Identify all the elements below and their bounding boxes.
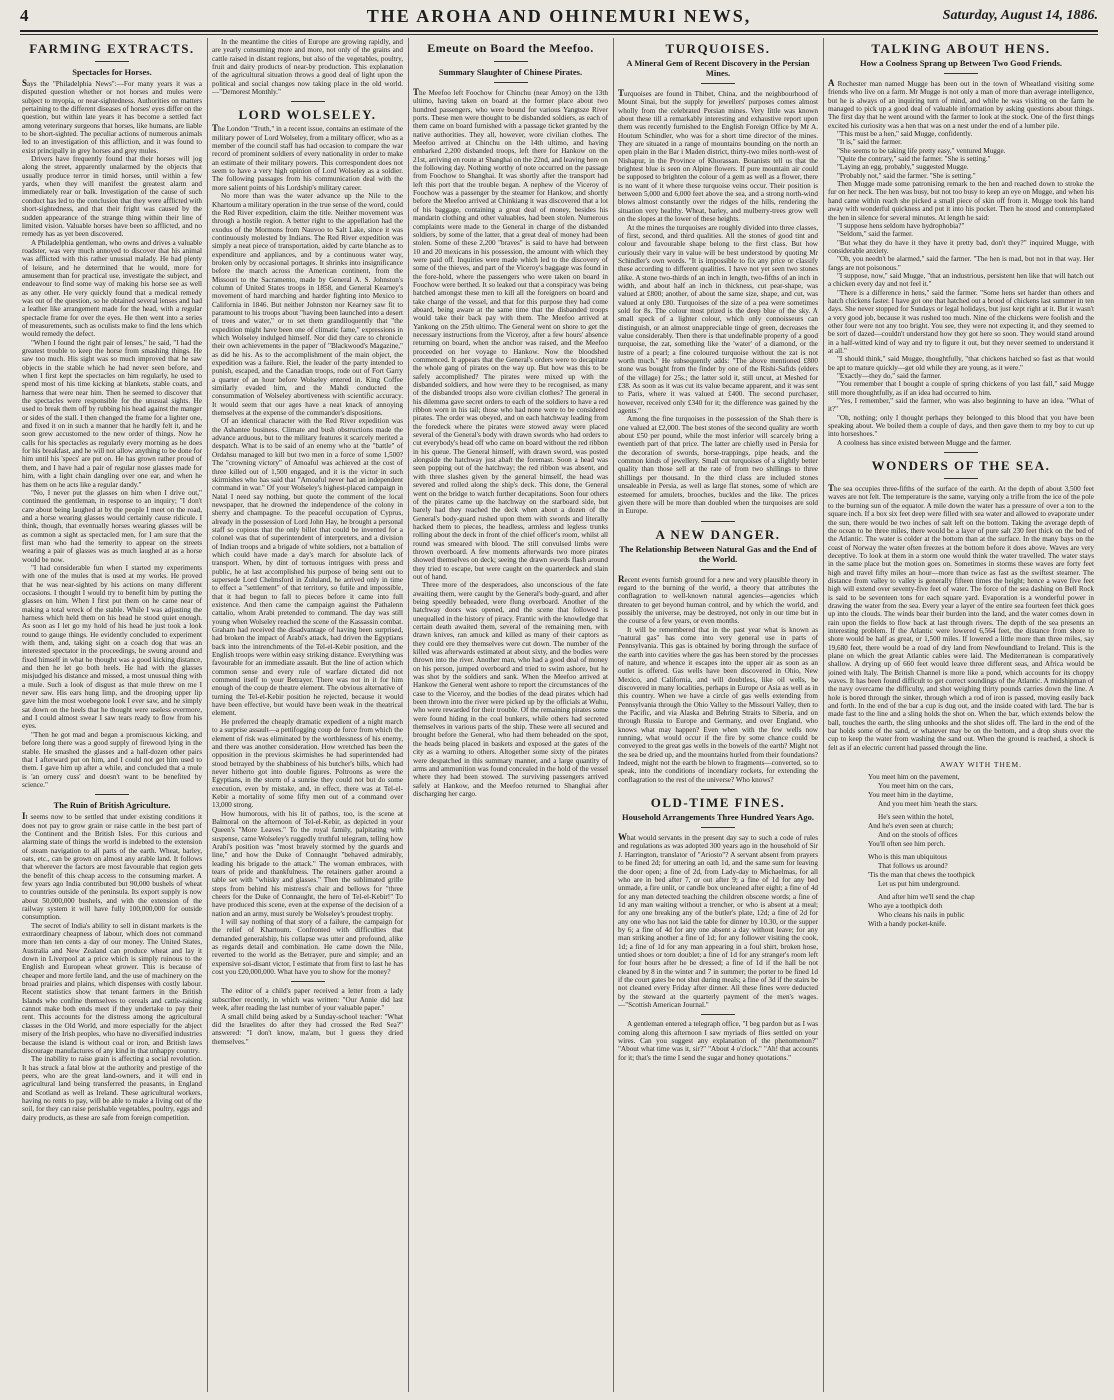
paragraph: "Probably not," said the farmer. "She is setting."	[837, 171, 976, 180]
divider	[494, 82, 528, 83]
header-rule-thin	[20, 34, 1098, 35]
paragraph: The secret of India's ability to sell in distant markets is the extraordinary cheapness of labour, which does not command more than ten cents a day of our money. The United States, Australia and New Zealand can produce wheat and lay it down in Liverpool at a price which is simply ruinous to the English and European wheat grower. This is because of cheaper and more fertile land, and the use of machinery on the broad prairies and plains, which dispenses with costly labour. Recent statistics show that tenant farmers in the British Islands who confine themselves to cereals and cattle-raising cannot make both ends meet if they undertake to pay their rent. This accounts for the distress among the agricultural classes in the Old World, and more especially for the abject misery of the Irish peoples, who have no diversified industries because the island is without coal or iron, and British laws discourage manufactures of any kind in that unhappy country.	[22, 921, 202, 1055]
column-4	[618, 38, 818, 1394]
poem-line: Who is this man ubiquitous	[868, 853, 948, 862]
paragraph: "Seldom," said the farmer.	[837, 230, 913, 239]
poem	[828, 760, 1094, 929]
article-title-wonders-of-the-sea: WONDERS OF THE SEA.	[871, 458, 1051, 474]
poem-line: And you meet him 'neath the stars.	[878, 800, 978, 809]
article-title-ruin-of-british-agriculture: The Ruin of British Agriculture.	[53, 800, 171, 811]
article-body	[618, 833, 818, 1009]
paragraph: "Laying an egg, probably," suggested Mugge.	[837, 163, 969, 172]
article-body	[828, 484, 1094, 752]
paragraph: It seems now to be settled that under existing conditions it does not pay to grow grain or raise cattle in the best part of the Continent and the British Isles. For this curious and alarming state of things the world is indebted to the extension of steam navigation to all parts of the earth. Wheat, barley, oats, etc., can be grown on almost any arable land. It follows that wherever the factors are most favourable that region gets the benefit of this cheap access to the consuming market. A few years ago India contributed but 90,000 bushels of wheat to countries outside of the peninsula. Its export supply is now about 50,000,000 bushels, and with the extension of the railway system it will have fully 100,000,000 for outside consumption.	[22, 811, 202, 922]
poem-line: And on the stools of offices	[878, 831, 958, 840]
article-subtitle: How a Coolness Sprang up Between Two Good Friends.	[859, 58, 1063, 68]
poem-line: You meet him on the cars,	[878, 782, 954, 791]
paragraph: Recent events furnish ground for a new and very plausible theory in regard to the burning of the world, a theory that attributes the conflagration to well-known natural agencies—agencies which threaten to get beyond human control, and by which the world, and possibly the universe, may be destroyed, not only in our time but in the course of a few years, or even months.	[618, 573, 818, 626]
article-body-continued	[212, 38, 403, 96]
paragraph: "I suppose, now," said Mugge, "that an industrious, persistent hen like that will hatch out a chicken every day and not feel it."	[828, 271, 1094, 289]
paragraph: The Meefoo left Foochow for Chinchu (near Amoy) on the 13th ultimo, having taken on board at the former place about two hundred passengers, who were bound for various Yangtsze River ports. These men were thought to be disbanded soldiers, as each of them came on board furnished with a passage ticket granted by the native authorities. They all, however, wore civilian clothes. The Meefoo arrived at Chinchu on the 14th ultimo, and having embarked 2,200 disbanded troops, left there for Hankow on the 21st, arriving en route at Shanghai on the 22nd, and leaving here on the following day. Nothing worthy of note occurred on the passage from Foochow to Shanghai. It was shortly after the transport had left this port that the trouble began. A nephew of the Viceroy of Foochow was a passenger by the steamer for Hankow, and shortly before the Meefoo arrived at Chinkiang it was discovered that a lot of his baggage, containing a great deal of money, besides his mandarin clothing and other valuables, had been stolen. Numerous complaints were made to the General in charge of the disbanded soldiers, by some of the latter, that a great deal of money had been stolen. Some of these 2,200 "braves" is said to have had between 10 and 20 mexicans in his possession, the amount with which they were paid off. Inquiries were made which led to the discovery of some of the thieves, and part of the Viceroy's baggage was found in the fore-hold, where the passengers who were taken on board in Foochow were berthed. It so leaked out that a conspiracy was being hatched amongst these men to kill all the foreigners on board and take charge of the vessel, and that for this purpose they had come aboard, being aware at the same time that the disbanded troops would take their back pay with them. The Meefoo arrived at Yankong on the 25th ultimo. The General went on shore to get the necessary instructions from the Viceroy, after a few hours' absence returning on board, when the anchor was raised, and the Meefoo proceeded on her voyage to Hankow. Now the bloodshed commenced. It appears that the General's orders were to decapitate the whole gang of pirates on the way up. But how was this to be safely accomplished? The pirates were mixed up with the disbanded soldiers, and how were they to be recognised, as many of the disbanded troops also wore civilian clothes? The general in his dilemma gave secret orders to each of the soldiers to have a red ribbon worn in his tail; those who had none were to be considered pirates. The order was obeyed, and on each hatchway leading from the foredeck where the pirates were stowed away were placed several of the General's body with drawn swords who had orders to cut everybody's head off who came on board without the red ribbon in his queue. The General himself, with drawn sword, was posted alongside the hatchway just abaft the foremast. Soon a head was seen popping out of the hatchway; the red ribbon was absent, and with three slashes given by the general himself, the head was severed and rolled along the ship's deck. This done, the General went on the bridge to watch further decapitations. Soon four others of the pirates came up the hatchway on the starboard side, but barely had they reached the deck when about a dozen of the General's body-guard rushed upon them with swords and literally hacked them to pieces, the headless, armless and legless trunks rolling about the deck in front of the chief officer's room, whilst all round was smeared with blood. The still convulsed limbs were thrown overboard. A few moments afterwards two more pirates showed themselves on deck; seeing the drawn swords flash around they tried to escape, but were caught on the quarterdeck and slain out of hand.	[413, 87, 608, 581]
poem-line: Let us put him underground.	[878, 880, 960, 889]
article-subtitle: A Mineral Gem of Recent Discovery in the Persian Mines.	[626, 58, 810, 78]
paragraph: It will be remembered that in the past year what is known as "natural gas" has come into very general use in parts of Pennsylvania. This gas is obtained by boring through the surface of the earth into cavities where the gas has been stored by the processes of nature, and whence it escapes into the upper air as soon as an outlet is offered. Gas wells have been discovered in Ohio, New Mexico, and California, and will doubtless, like oil wells, be discovered in many localities, perhaps in Europe or Asia as well as in this country. When we have a circle of gas wells extending from Pennsylvania through the Ohio Valley to the Missouri Valley, then to the Pacific, and via Alaska and Behring Straits to Siberia, and on through Russia to Europe and Germany, and over England, who knows what may happen? Even when with the few wells now running, what would occur if the fire by some chance could be conveyed to the great gas wells in the bowels of the earth? Might not the sea be dried up, and the mountains hurled from their foundations? Indeed, might not the earth be blown to fragments—converted, so to speak, into the conditions of incendiary rockets, for extending the conflagration to the rest of the universe? Who knows?	[618, 625, 818, 784]
article-title-turquoises: TURQUOISES.	[665, 41, 771, 56]
paragraph: Of an identical character with the Red River expedition was the Ashantee business. Climate and bush obstructions made the advance arduous, but to the military features it scarcely merited a despatch. What is to be said of an enemy who at the "battle" of Ordahsu managed to kill but two men in a force of some 1,500? The "crowning victory" of Amoaful was achieved at the cost of three killed out of 1,500 engaged, and it is the victor in such skirmishes who has said that "Amoaful never had an independent command in war." Of your Wolseley's highest-placed campaign in Natal I need say nothing, but quote the comment of the local newspaper, that he drowned the independence of the colony in sherry and champagne. To the peaceful occupation of Cyprus, already in the possession of Lord John Hay, he brought a personal staff so copious that the only billet that could be invented for a colonel was that of superintendent of interpreters, and a division of Indian troops and a brigade of white soldiers, not a battalion of which could have made a day's march for absolute lack of transport. When, by dint of tortuous intrigues with press and public, he at last accomplished his purpose of being sent out to supersede Lord Chelmsford in Zululand, he arrived only in time to effect a "settlement" of that territory, so futile and impossible, that it had begun to fall to pieces before it came into full existence. And then came the campaign against the Pathalenn cattalio, whom Arabi pretended to command. The day was still young when Wolseley reached the scene of the Kassassin combat. Graham had received the disadvantage of having been surprised, had broken the impact of Arabi's attack, had driven the Egyptians back into the intrenchments of the Tel-el-Kebir position, and the English troops were within easy striking distance. Everything was favourable for an immediate assault. But the line of action which common sense and every rule of warfare dictated did not commend itself to your Betrayer. There was not in it for him enough of the coup de theatre element. The obvious alternative of turning the Tel-el-Kebir position he rejected, because it would have been effective, but would have been weak in the theatrical element.	[212, 417, 403, 718]
paragraph: "Oh, you needn't be alarmed," said the farmer. "The hen is mad, but not in that way. Her fangs are not poisonous."	[828, 255, 1094, 272]
poem-line: 'Tis the man that chews the toothpick	[868, 871, 975, 880]
column-5	[828, 38, 1094, 1394]
poem-line: That follows us around?	[878, 862, 948, 871]
divider	[701, 569, 735, 570]
paragraph: The London "Truth," in a recent issue, contains an estimate of the military power of Lord Wolseley, from a military officer, who as a member of the council staff has had occasion to compare the war record of prominent soldiers of every nationality in order to make an estimate of their military powers. This correspondent does not seem to have a very high opinion of Lord Wolseley as a soldier. The following passages from his communication deal with the more salient points of his Lordship's military career.	[212, 123, 403, 192]
poem-line: Who cleans his nails in public	[878, 911, 965, 920]
paragraph: "No, I never put the glasses on him when I drive out," continued the gentleman, in response to an inquiry; "I don't care about being laughed at by the people I meet on the road, and a horse wearing glasses would certainly cause ridicule. I think, though, that eventually horses wearing glasses will be as common a sight as spectacled men, for I am sure that the first man who had the temerity to appear on the streets wearing a pair of glasses was as much laughed at as a horse would be now.	[22, 488, 202, 564]
article-body	[618, 89, 818, 516]
paragraph: "There is a difference in hens," said the farmer. "Some hens set harder than others and hatch chickens faster. I have got one that hatched out a brood of chickens last summer in ten days. She never stopped for Sundays or legal holidays, but just kept right at it. But it wasn't a very good job, because it was rushed too much. Nine of the chickens were foolish and the other four were not any too bright. You see, they were not expecting it, and they seemed to be sort of dazed—couldn't understand how they got here so soon. They would stand around in a half-witted kind of way and try to figure it out, but they never seemed to understand it at all."	[828, 288, 1094, 355]
paragraph: The sea occupies three-fifths of the surface of the earth. At the depth of about 3,500 feet waves are not felt. The temperature is the same, varying only a trifle from the ice of the pole to the burning sun of the equator. A mile down the water has a pressure of over a ton to the square inch. If a box six feet deep were filled with sea water and allowed to evaporate under the sun, there would be two inches of salt left on the bottom. Taking the average depth of the ocean to be three miles, there would be a layer of pure salt 230 feet thick on the bed of the Atlantic. The water is colder at the bottom than at the surface. In the many bays on the coast of Norway the water often freezes at the bottom before it does above. Waves are very deceptive. To look at them in a storm one would think the water travelled. The water stays in the same place but the motion goes on. Sometimes in storms these waves are forty feet high and travel fifty miles an hour—more than twice as fast as the swiftest steamer. The distance from valley to valley is generally fifteen times the height; hence a wave five feet high will extend over seventy-five feet of water. The force of the sea dashing on Bell Rock is said to be seventeen tons for each square yard. Evaporation is a wonderful power in drawing the water from the sea. Every year a layer of the entire sea fourteen feet thick goes up into the clouds. The winds bear their burden into the land, and the water comes down in rain upon the fields to flow back at last through rivers. The depth of the sea presents an interesting problem. If the Atlantic were lowered 6,564 feet, the distance from shore to shore would be half as great, or 1,500 miles. If lowered a little more than three miles, say 19,680 feet, there would be a road of dry land from Newfoundland to Ireland. This is the plane on which the great Atlantic cables were laid. The Mediterranean is comparatively shallow. A drying up of 660 feet would leave three different seas, and Africa would be joined with Italy. The British Channel is more like a pond, which accounts for its choppy waves. It has been found difficult to get correct soundings of the Atlantic. A midshipman of the navy overcame the difficulty, and shot weighing thirty pounds carries down the line. A hole is bored through the sinker, through which a rod of iron is passed, moving easily back and forth. In the end of the bar a cup is dug out, and the inside coated with lard. The bar is made fast to the line and a sling holds the shot on. When the bar, which extends below the ball, touches the earth, the sling unhooks and the shot slides off. The lard in the end of the bar holds some of the sand, or whatever may be on the bottom, and a drop shuts over the cup to keep the water from washing the sand out. When the ground is reached, a shock is felt as if an electric current had passed through the line.	[828, 483, 1094, 752]
paragraph: At the mines the turquoises are roughly divided into three classes, of first, second, and third qualities. All the stones of good tint and colour and favourable shape belong to the first class. But how curiously their vary in value will be best understood by quoting Mr Schindler's own words. "It is impossible to fix any price or classify these according to different qualities. I have not yet seen two stones alike. A stone two-thirds of an inch in length, two-fifths of an inch in width, and about half an inch in thickness, cut pear-shape, was valued at £800; another, of about the same size, shape, and cut, was valued at only £80. Turquoises of the size of a pea were sometimes sold for 8s. The colour most prized is the deep blue of the sky. A small speck of a lighter colour, which only connoisseurs can distinguish, or an almost unappreciable tinge of green, decreases the value considerably. Then there is that undefinable property of a good turquoise, the zat, something like the 'water' of a diamond, or the lustre of a pearl; a fine coloured turquoise without the zat is not worth much." He subsequently adds: "The above mentioned £800 stone was bought from the finder by one of the Rishi-Safids (elders of the village) for 25s.; the latter sold it, still uncut, at Meshed for £38. As soon as it was cut its value became apparent, and it was sent to Paris, where it was valued at £400. The second purchaser, however, received only £340 for it; the difference was gained by the agents."	[618, 223, 818, 416]
paper-title: THE AROHA AND OHINEMURI NEWS,	[366, 6, 752, 26]
article-title-old-time-fines: OLD-TIME FINES.	[650, 795, 786, 811]
divider	[701, 1014, 735, 1015]
paragraph: "Then he got mad and began a promiscuous kicking, and before long there was a good supply of firewood lying in the stable. He smashed the glasses and a half-dozen other pairs that I afterward put on him, and I could not get him used to them. I gave him up after a while, and concluded that a mule is 'an ornery cuss' and doesn't want to be benefited by science."	[22, 730, 202, 789]
paragraph: "You remember that I bought a couple of spring chickens of you last fall," said Mugge still more thoughtfully, as if an idea had occurred to him.	[828, 380, 1094, 397]
divider	[701, 521, 735, 522]
paragraph: "But what they do have it they have it pretty bad, don't they?" inquired Mugge, with considerable anxiety.	[828, 238, 1094, 255]
poem-line: And after him we'll send the chap	[878, 893, 975, 902]
column-separator	[613, 38, 614, 1392]
article-body	[22, 812, 202, 1122]
divider	[95, 61, 129, 62]
paragraph: "When I found the right pair of lenses," he said, "I had the greatest trouble to keep the horse from smashing things. He saw too much. His sight was so much improved that he saw objects in the stable which he had never seen before, and when I first kept the spectacles on him regularly, he used to spend most of his time kicking at blankets, stable coats, and harness that were near him. Then he seemed to discover that the spectacles were responsible for the unusual sights. He used to break them off by rubbing his head against the manger or sides of the stall. I then changed the frame for a lighter one, and fixed it on in such a manner that he hardly felt it, and he soon grew accustomed to the new order of things. Now he calls for his spectacles as regularly every morning as he does for his breakfast, and he will not allow anything to be done for him until his 'specs' are put on. He has grown rather proud of them, and I have had a pair of regular nose glasses made for him, with a light chain dangling over one ear, and when he has them on he acts like a regular dandy."	[22, 338, 202, 489]
divider	[95, 794, 129, 795]
article-subtitle: The Relationship Between Natural Gas and the End of the World.	[619, 543, 817, 564]
divider	[944, 452, 978, 453]
column-3	[413, 38, 608, 1394]
divider	[944, 73, 978, 74]
article-title-emeute-meefoo: Emeute on Board the Meefoo.	[427, 41, 594, 55]
paragraph: Says the "Philadelphia News":—For many years it was a disputed question whether or not horses and mules were subject to myopia, or near-sightedness. Authorities on matters pertaining to the different diseases of horses' eyes differ on the question, but within late years it has become a settled fact among veterinary surgeons that horses, like humans, are liable to be short-sighted. The peculiar actions of numerous animals led to an investigation of this affliction, and it was found to exist principally in grey horses and grey mules.	[22, 78, 202, 155]
page-header	[20, 4, 1098, 30]
paragraph: Turquoises are found in Thibet, China, and the neighbourhood of Mount Sinai, but the supply for jewellers' purposes comes almost wholly from the celebrated Persian mines. Very little was known about these till a remarkably interesting and exhaustive report upon them was recently furnished to the English Foreign Office by Mr A. Houtum Schindler, who was for a short time director of the mines. They are situated in a range of mountains bounding on the north an open plain in the Bar i Maden district, thirty-two miles north-west of Nishapur, in the Province of Khorassan. Botanists tell us that the brightest blue is seen on Alpine flowers. If pure mountain air could be supposed to brighten the colour of a gem as well as a flower, there is no want of it where these turquoise veins occur. Their position is between 5,000 and 6,000 feet above the sea, and a strong north-wind blows almost constantly over the ridges of the hills, rendering the situation very healthy. Wheat, barley, and mulberry-trees grow well on the slopes at the lower of these heights.	[618, 88, 818, 224]
anecdotes	[618, 1020, 818, 1062]
paragraph: He preferred the cheaply dramatic expedient of a night march to a surprise assault—a pettifogging coup de force from which the element of risk was eliminated by the worthlessness of his enemy, and there was another consideration. How wretched has been the opposition in the previous skirmishes he had superintended had stood betrayed by the shabbiness of his butcher's bills, which had never hitherto got into double figures. Poltroons as were the Egyptians, in the storm of a sunrise they could not but do some execution, even by mistake, and, in effect, there was at Tel-el-Kebir a mortality of some fifty men out of a command over 13,000 strong.	[212, 717, 403, 810]
paragraph: "It is," said the farmer.	[837, 138, 902, 147]
article-title-spectacles-for-horses: Spectacles for Horses.	[72, 67, 152, 77]
paragraph: Drivers have frequently found that their horses will jog along the street, apparently unalarmed by the objects that usually produce terror in timid horses, until within a few yards, when they will manifest the greatest alarm and immediately rear or balk. Investigation of the cause of such conduct has led to the conclusion that they were afflicted with short-sightedness, and that their fright was caused by the sudden appearance of the strange thing within their line of limited vision. Valuable horses have been so afflicted, and no remedy has as yet been discovered.	[22, 155, 202, 239]
paragraph: "I had considerable fun when I started my experiments with one of the mules that is used at my works. He proved that he was near-sighted by his actions on many different occasions. I thought I would try to benefit him by putting the glasses on him. When I first put them on he came near of making a total wreck of the stable. While I was adjusting the harness which held them on his head he stood quiet enough. As soon as I let go my hold of his head he just took a look round to gauge things. He evidently concluded to experiment with them, and, taking sight on a coach dog that was an interested spectator in the proceedings, he swung around and fixed himself in what he thought was a good kicking distance, and then he let go both heels. He had with the glasses misjudged his distance and missed, a most unusual thing with a mule. Such a look of disgust as that mule threw on me I never saw. His ears hung limp, and the drooping upper lip gave him the most woebegone look I ever saw, and he simply sat down on the heels that he thought were useless evermore, and I could almost swear I saw tears ready to flow from his eyes.	[22, 563, 202, 731]
paragraph: "Exactly—they do," said the farmer.	[837, 372, 942, 381]
section-title-farming-extracts: FARMING EXTRACTS.	[29, 41, 195, 56]
column-separator	[823, 38, 824, 1392]
poem-line: Who aye a toothpick doth	[868, 902, 943, 911]
paragraph: No more than was the water advance up the Nile to the Khartoum a military operation in the true sense of the word, could the Red River expedition, claim the title. Neither movement was through a hostile region. A better right to the appellation had the exodus of the Mormons from Nauvoo to Salt Lake, since it was continuously molested by Indians. The Red River expedition was simply a neat piece of transportation, aided by carte blanche as to expenditure and appliances, and by a continuous water way, broken only by occasional portages. It shrinks into insignificance before the march across the American continent, from the Missouri to the Sacramento, made by General A. S. Johnston's column of United States troops in 1858, and General Kearney's movement of hard marching and harder fighting into Mexico to California in 1846. But neither Johnston nor Kearney saw fit to paramount to his troops about "having been launched into a desert of trees and water," or to set them grandiloquently that "the expedition might have been one of climatic fame," expressions in which Wolseley indulged himself. Nor did they care to chronicle their own achievements in the paper of "Blackwood's Magazine," as did he his. As to the accomplishment of the main object, the expedition was a failure. Riel, the leader of the party intended to punish, escaped, and the Canadian troops, rode out of Fort Garry a quarter of an hour before Wolseley entered in. King Coffee similarly evaded him, and the Mahdi conducted the consummation of Wolseley abortiveness with scientific accuracy. It would seem that our ages have a neat knack of annoying themselves at the expense of the commander's dispositions.	[212, 192, 403, 418]
paragraph: In the meantime the cities of Europe are growing rapidly, and are yearly consuming more and more, not only of the grains and cattle raised in distant regions, but also of the vegetables, poultry, fruit and dairy products of near-by production. This explanation of the agricultural situation throws a good deal of light upon the political and social changes now taking place in the old world.—"Demorest Monthly."	[212, 38, 403, 97]
poem-line: He's seen within the hotel,	[878, 813, 954, 822]
divider	[291, 101, 325, 102]
paragraph: I will say nothing of that story of a failure, the campaign for the relief of Khartoum. Confronted with difficulties that demanded generalship, his collapse was utter and profound, alike as regards detail and combination. He came down the Nile, reverted to the world as the Betrayer, pure and simple; and an expensive soi-disant victor, I estimate that from first to last he has cost you £20,000,000. What have you to show for the money?	[212, 918, 403, 977]
poem-line: And he's even seen at church;	[868, 822, 954, 831]
divider	[701, 789, 735, 790]
paragraph: A gentleman entered a telegraph office, "I beg pardon but as I was coming along this afternoon I saw myriads of flies settled on your wires. Can you suggest any explanation of the phenomenon?" "About what time was it, sir?" "About 4 o'clock." "Ah! that accounts for it; that's the time I send the sugar and honey quotations."	[618, 1020, 818, 1062]
header-rule	[20, 30, 1098, 32]
poem-line: With a handy pocket-knife.	[868, 920, 947, 929]
article-title-lord-wolseley: LORD WOLSELEY.	[238, 107, 377, 123]
divider	[291, 981, 325, 982]
paragraph: "I suppose hens seldom have hydrophobia?"	[837, 221, 965, 230]
divider	[701, 83, 735, 84]
column-1	[22, 38, 202, 1394]
paragraph: A Rochester man named Mugge has been out in the town of Wheatland visiting some friends who live on a farm. Mr Mugge is not only a man of more than average intelligence, but he is always of an inquiring turn of mind, and while he was visiting on the farm he managed to pick up a good deal of valuable information by asking questions about things. The first day that he went around with the farmer to look at the stock. One of the first things excited his curiosity was a hen that was on a nest under the end of a lumber pile.	[828, 78, 1094, 130]
paragraph: A small child being asked by a Sunday-school teacher: "What did the Israelites do after they had crossed the Red Sea?" answered: "I don't know, ma'am, but I guess they dried themselves."	[212, 1012, 403, 1046]
article-subtitle: Household Arrangements Three Hundred Years Ago.	[622, 812, 814, 823]
poem-title: AWAY WITH THEM.	[939, 760, 1023, 770]
divider	[944, 478, 978, 479]
paragraph: The editor of a child's paper received a letter from a lady subscriber recently, in which was written: "Our Annie did last week, after reading the last number of your valuable paper."	[212, 987, 403, 1013]
paragraph: Among the fine turquoises in the possession of the Shah there is one valued at £2,000. The best stones of the second quality are worth about £50 per pound, while the most inferior will scarcely bring a twentieth part of that price. The latter are chiefly used in Persia for the decoration of swords, horse-trappings, pipe heads, and the common kinds of jewellery. Small cut turquoises of a slightly better quality than those sell at the rate of from two shillings to three shillings per thousand. In the third class are included stones unsaleable in Persia, as well as large flat stones, some of which are esteemed for amulets, brooches, buckles and the like. The prices given there will be more than doubled when the turquoises are sold in Europe.	[618, 415, 818, 516]
poem-line: You'll often see him perch.	[868, 840, 946, 849]
article-body	[413, 88, 608, 798]
divider	[701, 827, 735, 828]
paragraph: "Yes, I remember," said the farmer, who was also beginning to have an idea. "What of it?"	[828, 397, 1094, 414]
paragraph: "I should think," said Mugge, thoughtfully, "that chickens hatched so fast as that would be apt to mature quickly—get old while they are young, as it were."	[828, 355, 1094, 372]
issue-date: Saturday, August 14, 1886.	[942, 8, 1098, 23]
poem-line: You meet him on the pavement,	[868, 773, 960, 782]
paragraph: A coolness has since existed between Mugge and the farmer.	[837, 438, 1012, 447]
paragraph: "She seems to be taking life pretty easy," ventured Mugge.	[837, 146, 1006, 155]
anecdotes	[212, 987, 403, 1045]
paragraph: "This must be a hen," said Mugge, confidently.	[837, 130, 973, 139]
poem-line: You meet him in the daytime,	[868, 791, 954, 800]
paragraph: The inability to raise grain is affecting a social revolution. It has struck a fatal blow at the authority and prestige of the peers, who are the great land-owners, and it will end in agricultural land being transferred the peasants, in England and Scotland as well as Ireland. These agricultural workers, having no rents to pay, will be able to make a living out of the soil, for they can raise perishable vegetables, poultry, eggs and dairy products, as these are safe from foreign competition.	[22, 1055, 202, 1122]
page-number: 4	[20, 6, 29, 25]
paragraph: A Philadelphia gentleman, who owns and drives a valuable roadster, was very much annoyed to discover that his animal was afflicted with this rather unusual malady. He had plenty of leisure, and he determined that he would, more for amusement than for practical use, investigate the subject, and endeavour to find some way of making his horse see as well as any other. He very quickly found that a medical remedy was out of the question, so he obtained several lenses and had a leather like arrangement made for the head, with a regular spectacle frame for over the eyes. He then went into a series of measurements, such as oculists make to find the lens which would remedy the defect.	[22, 238, 202, 339]
divider	[494, 61, 528, 62]
poem-lines	[868, 773, 1094, 929]
article-title-talking-about-hens: TALKING ABOUT HENS.	[871, 41, 1051, 56]
article-subtitle: Summary Slaughter of Chinese Pirates.	[438, 67, 583, 77]
paragraph: Then Mugge made some patronising remark to the hen and reached down to stroke the fur on her neck. The hen was busy, but not too busy to keep an eye on Mugge, and when his hand came within reach she picked a small piece of skin off from it. Mugge took his hand away with wonderful quickness and put it into his pocket. Then he stood and contemplated the hen in silence for several minutes. At length he said:	[828, 180, 1094, 222]
article-body	[212, 124, 403, 976]
paragraph: What would servants in the present day say to such a code of rules and regulations as was adopted 300 years ago in the household of Sir J. Harrington, translator of "Ariosto"? A servant absent from prayers to be fined 2d; for uttering an oath 1d, and the same sum for leaving the door open; a fine of 2d, from Lady-day to Michaelmas, for all who are in bed after 7, or out after 9; a fine of 1d for any bed unmade, a fire unlit, or candle box uncleaned after eight; a fine of 4d for any man detected teaching the children obscene words; a fine of 1d any man waiting without a trencher, or who is absent at a meal; for any one breaking any of the butler's plate, 12d; a fine of 2d for any one who has not laid the table for dinner by 10.30, or the supper by 6; a fine of 4d for any one absent a day without leave; for any man striking another a fine of 1d; for any follower visiting the cook, 1d; a fine of 1d for any man appearing in a foul shirt, broken hose, untied shoes or torn doublet; a fine of 1d for any stranger's room left for four hours after he be dressed; a fine of 1d if the hall be not cleaned by 8 in the winter and 7 in summer; the porter to be fined 1d if the court gates be not shut during meals; a fine of 3d if the stairs be not cleaned every Friday after dinner. All these fines were deducted by the steward at the quarterly payment of the men's wages.—"Scottish American Journal."	[618, 832, 818, 1009]
article-body	[618, 575, 818, 785]
column-separator	[408, 38, 409, 1392]
article-body	[22, 79, 202, 789]
article-title-new-danger: A NEW DANGER.	[655, 526, 781, 542]
paragraph: "Quite the contrary," said the farmer. "She is setting."	[837, 155, 991, 164]
column-2	[212, 38, 403, 1394]
column-separator	[207, 38, 208, 1392]
paragraph: "Oh, nothing; only I thought perhaps they belonged to this blood that you have been speaking about. We boiled them a couple of days, and then gave them to my boy to cut up into horseshoes."	[828, 413, 1094, 439]
paragraph: Three more of the desperadoes, also unconscious of the fate awaiting them, were caught by the General's body-guard, and after being speedily beheaded, were flung overboard. Another of the hatchway doors was opened, and the scene that followed is unequalled in the history of piracy. Frantic with the knowledge that certain death awaited them, several of the remaining men, with drawn knives, ran amuck and killed as many of their captors as they could ere they themselves were cut down. The number of the killed was afterwards estimated at about sixty, and the bodies were thrown into the river. Another man, who had a good deal of money on his person, jumped overboard and tried to swim ashore, but he was shot by the soldiers and sank. When the Meefoo arrived at Hankow the General went ashore to report the circumstances of the case to the Viceroy, and the bodies of the dead pirates which had been thrown into the river were picked up by the officials at Wuhu, who were rewarded for their trouble. Of the remaining pirates some were found hiding in the coal bunkers, while others had secreted themselves in various parts of the ship. These were all secured and brought before the General, who had them beheaded on the spot, the heads being placed in baskets and exposed at the gates of the city as a warning to others. Altogether some sixty of the pirates were despatched in this summary manner, and a large quantity of arms and ammunition was found concealed in the hold of the vessel where they had been stowed. The surviving passengers arrived safely at Hankow, and the Meefoo returned to Shanghai after discharging her cargo.	[413, 581, 608, 798]
article-body	[828, 79, 1094, 447]
paragraph: How humorous, with his lit of pathos, too, is the scene at Balmoral on the afternoon of Tel-el-Kebir, as depicted in your Queen's "More Leaves." To the royal family, palpitating with suspense, came Wolseley's ruggedly truthful telegram, telling how Arabi's position was "most bravely stormed by the guards and line," and how the Duke of Connaught "behaved admirably, leading his brigade to the attack." The woman embraces, with tears of pride and thankfulness. The retainers gather around a table set with "whisky and glasses." Then the sublimated grille steps from behind his mistress's chair and bellows for "three cheers for the Duke of Connaught, the hero of Tel-el-Kebir!" To have produced this scene, even at the expense of the decision of a nation and an army, must surely be Wolseley's proudest trophy.	[212, 809, 403, 918]
